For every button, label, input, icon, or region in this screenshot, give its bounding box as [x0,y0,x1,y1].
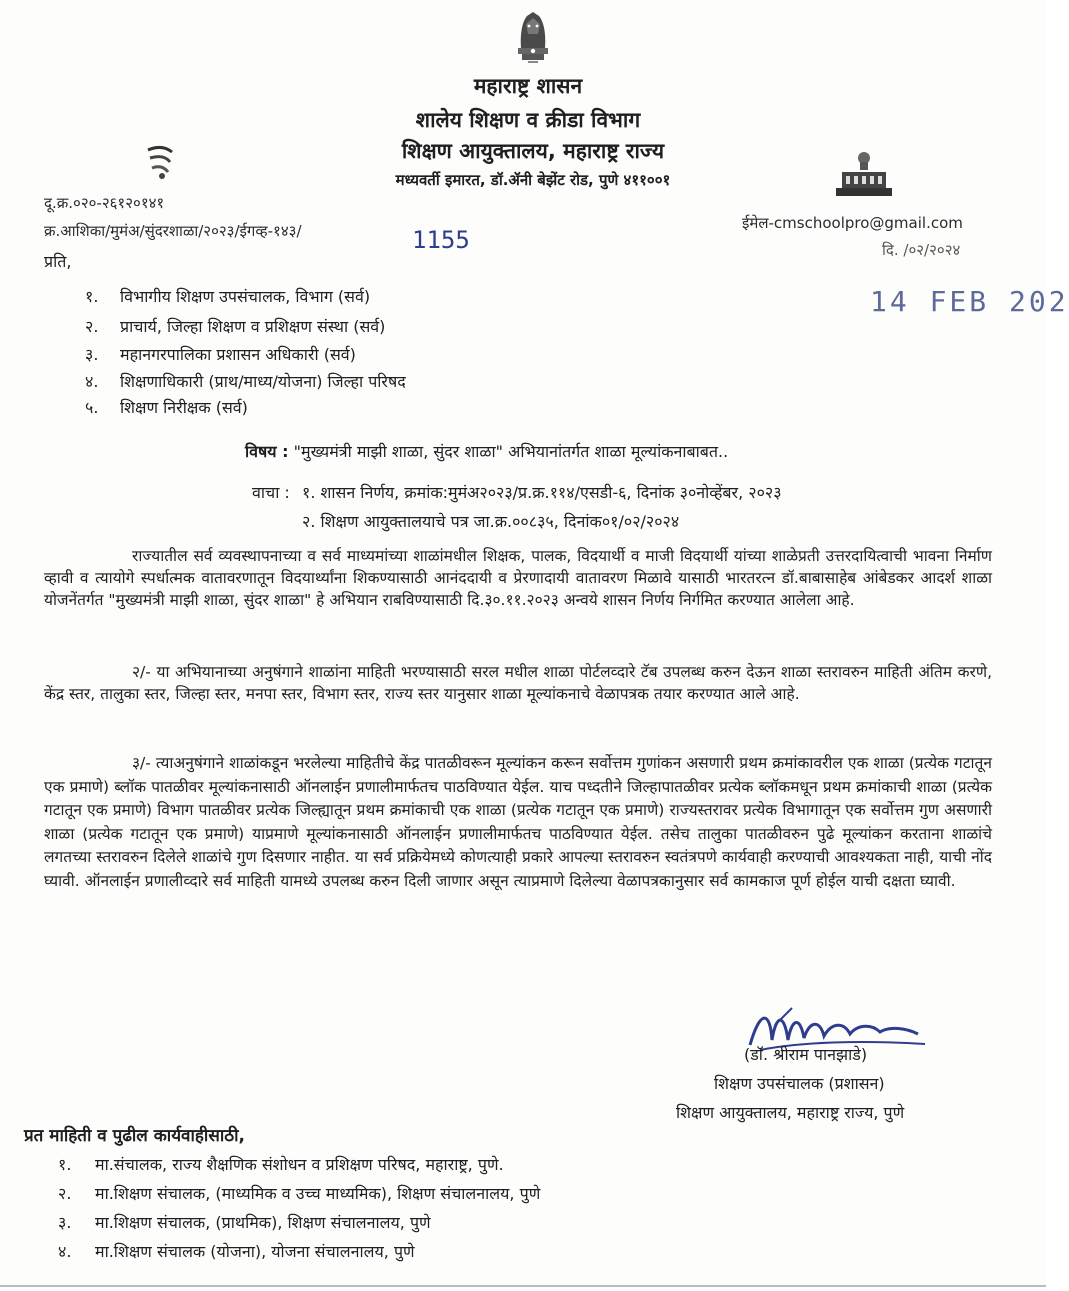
copy-to-text: मा.शिक्षण संचालक, (माध्यमिक व उच्च माध्यमिक), शिक्षण संचालनालय, पुणे [95,1184,541,1203]
copy-to-num: २. [58,1184,72,1203]
letter-date: दि. /०२/२०२४ [882,241,961,259]
copy-to-text: मा.शिक्षण संचालक (योजना), योजना संचालनालय, पुणे [95,1242,415,1261]
copy-to-num: १. [58,1155,72,1174]
reads-item: २. शिक्षण आयुक्तालयाचे पत्र जा.क्र.००८३५, दिनांक०१/०२/२०२४ [302,512,680,531]
bottom-divider [0,1285,1046,1287]
office-name: शिक्षण आयुक्तालय, महाराष्ट्र राज्य [401,139,665,163]
subject-text: "मुख्यमंत्री माझी शाळा, सुंदर शाळा" अभियानांतर्गत शाळा मूल्यांकनाबाबत.. [293,442,729,461]
department-name: शालेय शिक्षण व क्रीडा विभाग [415,108,641,132]
body-paragraph-2: २/- या अभियानाच्या अनुषंगाने शाळांना माहिती भरण्यासाठी सरल मधील शाळा पोर्टलव्दारे टॅब उपलब्ध करुन देऊन शाळा स्तरावरुन माहिती अंतिम करणे, केंद्र स्तर, तालुका स्तर, जिल्हा स्तर, मनपा स्तर, विभाग स्तर, राज्य स्तर यानुसार शाळा मूल्यांकनाचे वेळापत्रक तयार करण्यात आले आहे. [44,663,992,703]
to-label: प्रति, [44,252,72,271]
addressee-num: २. [85,317,99,336]
addressee-text: प्राचार्य, जिल्हा शिक्षण व प्रशिक्षण संस्था (सर्व) [120,317,386,336]
reference-number: क्र.आशिका/मुमंअ/सुंदरशाळा/२०२३/ईगव्ह-१४३/ [44,222,302,240]
signatory-office: शिक्षण आयुक्तालय, महाराष्ट्र राज्य, पुणे [676,1103,905,1122]
addressee-text: महानगरपालिका प्रशासन अधिकारी (सर्व) [120,345,356,364]
phone-number: दू.क्र.०२०-२६१२०१४१ [44,194,165,212]
handwritten-outward-number: 1155 [412,226,470,254]
copy-to-text: मा.शिक्षण संचालक, (प्राथमिक), शिक्षण संचालनालय, पुणे [95,1213,431,1232]
department-logo-icon [140,142,184,182]
subject-label: विषय : [245,442,289,461]
addressee-num: ४. [85,372,99,391]
addressee-text: विभागीय शिक्षण उपसंचालक, विभाग (सर्व) [120,287,371,306]
govt-name: महाराष्ट्र शासन [473,74,583,98]
addressee-text: शिक्षणाधिकारी (प्राथ/माध्य/योजना) जिल्हा परिषद [120,372,406,391]
copy-to-heading: प्रत माहिती व पुढील कार्यवाहीसाठी, [24,1126,245,1146]
reads-item: १. शासन निर्णय, क्रमांक:मुमंअ२०२३/प्र.क्र.११४/एसडी-६, दिनांक ३०नोव्हेंबर, २०२३ [302,483,782,502]
copy-to-text: मा.संचालक, राज्य शैक्षणिक संशोधन व प्रशिक्षण परिषद, महाराष्ट्र, पुणे. [95,1155,504,1174]
addressee-text: शिक्षण निरीक्षक (सर्व) [120,398,248,417]
email-address: ईमेल-cmschoolpro@gmail.com [742,214,963,232]
copy-to-num: ४. [58,1242,72,1261]
body-paragraph-1: राज्यातील सर्व व्यवस्थापनाच्या व सर्व माध्यमांच्या शाळांमधील शिक्षक, पालक, विदयार्थी व माजी विदयार्थी यांच्या शाळेप्रती उत्तरदायित्वाची भावना निर्माण व्हावी व त्यायोगे स्पर्धात्मक वातावरणातून विदयार्थ्यांना शिकण्यासाठी आनंददायी व प्रेरणादायी वातावरण मिळावे यासाठी भारतरत्न डॉ.बाबासाहेब आंबेडकर आदर्श शाळा योजनेंतर्गत "मुख्यमंत्री माझी शाळा, सुंदर शाळा" हे अभियान राबविण्यासाठी दि.३०.११.२०२३ अन्वये शासन निर्णय निर्गमित करण्यात आलेला आहे. [44,547,992,609]
school-building-logo-icon [832,150,896,206]
copy-to-num: ३. [58,1213,72,1232]
received-date-stamp: 14 FEB 202 [870,285,1069,318]
addressee-num: ५. [85,398,99,417]
signatory-designation: शिक्षण उपसंचालक (प्रशासन) [714,1074,885,1093]
subject-line [245,440,728,462]
signatory-name: (डॉ. श्रीराम पानझाडे) [744,1045,868,1064]
body-paragraph-3: ३/- त्याअनुषंगाने शाळांकडून भरलेल्या माहितीचे केंद्र पातळीवरून मूल्यांकन करून सर्वोत्तम गुणांकन असणारी प्रथम क्रमांकावरील एक शाळा (प्रत्येक गटातून एक प्रमाणे) ब्लॉक पातळीवर मूल्यांकनासाठी ऑनलाईन प्रणालीमार्फतच पाठविण्यात येईल. याच पध्दतीने जिल्हापातळीवर प्रत्येक ब्लॉकमधून प्रथम क्रमांकाची शाळा (प्रत्येक गटातून एक प्रमाणे) विभाग पातळीवर प्रत्येक जिल्ह्यातून प्रथम क्रमांकाची एक शाळा (प्रत्येक गटातून एक प्रमाणे) राज्यस्तरावर प्रत्येक विभागातून एक सर्वोत्तम गुण असणारी शाळा (प्रत्येक गटातून एक प्रमाणे) याप्रमाणे मूल्यांकनासाठी ऑनलाईन प्रणालीमार्फतच पाठविण्यात येईल. तसेच तालुका पातळीवरुन पुढे मूल्यांकन करताना शाळांचे लगतच्या स्तरावरुन दिलेले शाळांचे गुण दिसणार नाहीत. या सर्व प्रक्रियेमध्ये कोणत्याही प्रकारे आपल्या स्तरावरुन स्वतंत्रपणे कार्यवाही करण्याची आवश्यकता नाही, याची नोंद घ्यावी. ऑनलाईन प्रणालीव्दारे सर्व माहिती यामध्ये उपलब्ध करुन दिली जाणार असून त्याप्रमाणे दिलेल्या वेळापत्रकानुसार सर्व कामकाज पूर्ण होईल याची दक्षता घ्यावी. [44,754,992,890]
ashoka-emblem-icon [508,4,558,66]
reads-label: वाचा : [252,483,290,502]
addressee-num: १. [85,287,99,306]
office-address: मध्यवर्ती इमारत, डॉ.ॲनी बेझेंट रोड, पुणे ४११००१ [395,171,671,189]
addressee-num: ३. [85,345,99,364]
